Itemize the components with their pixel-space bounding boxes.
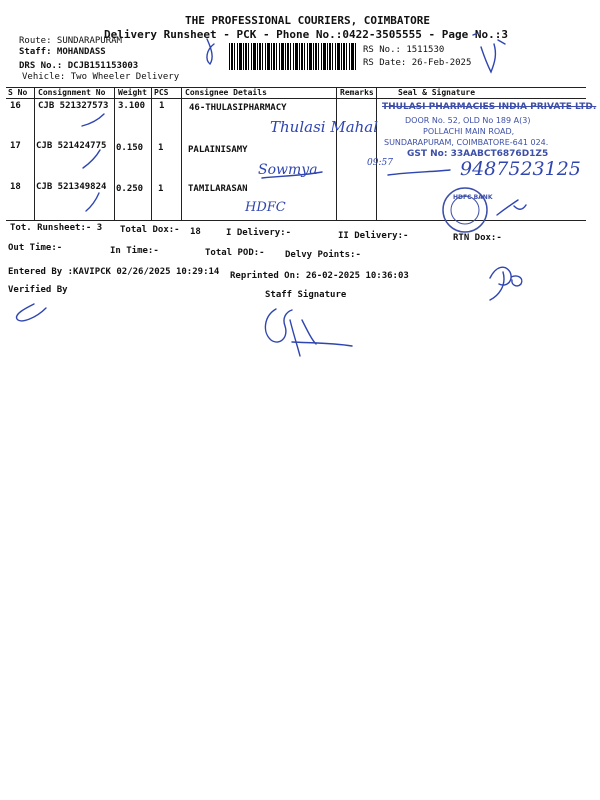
row-sno: 16 bbox=[10, 101, 21, 111]
entered-by: Entered By :KAVIPCK 02/26/2025 10:29:14 bbox=[8, 267, 220, 277]
row-consignment: CJB 521424775 bbox=[36, 141, 107, 151]
signature-row-16: Thulasi Mahal bbox=[270, 118, 379, 136]
row-weight: 0.250 bbox=[116, 184, 144, 194]
runsheet-title: Delivery Runsheet - PCK - Phone No.:0422-3505555 - Page No.:3 bbox=[104, 28, 508, 41]
company-title: THE PROFESSIONAL COURIERS, COIMBATORE bbox=[185, 14, 431, 27]
stamp-door-number: DOOR No. 52, OLD No 189 A(3) bbox=[405, 116, 531, 125]
total-dox-label: Total Dox:- bbox=[120, 225, 180, 235]
total-dox-value: 18 bbox=[190, 227, 201, 237]
in-time: In Time:- bbox=[110, 246, 159, 256]
col-weight: Weight bbox=[118, 88, 147, 97]
total-pod: Total POD:- bbox=[205, 248, 265, 258]
handwritten-time: 09:57 bbox=[367, 158, 393, 168]
row-sno: 17 bbox=[10, 141, 21, 151]
row-pcs: 1 bbox=[158, 143, 164, 153]
drs-number: DRS No.: DCJB151153003 bbox=[19, 61, 139, 71]
row-consignee: 46-THULASIPHARMACY bbox=[189, 103, 287, 113]
signature-row-17: Sowmya bbox=[258, 162, 318, 178]
row-consignee: PALAINISAMY bbox=[188, 145, 248, 155]
col-consignee: Consignee Details bbox=[185, 88, 267, 97]
col-sno: S No bbox=[8, 88, 28, 97]
row-consignee: TAMILARASAN bbox=[188, 184, 248, 194]
i-delivery: I Delivery:- bbox=[226, 228, 292, 238]
staff-signature-label: Staff Signature bbox=[265, 290, 347, 300]
col-seal-signature: Seal & Signature bbox=[398, 88, 476, 97]
row-sno: 18 bbox=[10, 182, 21, 192]
stamp-company-name: THULASI PHARMACIES INDIA PRIVATE LTD. bbox=[382, 102, 597, 112]
ii-delivery: II Delivery:- bbox=[338, 231, 409, 241]
verified-by: Verified By bbox=[8, 285, 68, 295]
rtn-dox: RTN Dox:- bbox=[453, 233, 502, 243]
route-label: Route: SUNDARAPURAM bbox=[19, 36, 122, 46]
rs-date: RS Date: 26-Feb-2025 bbox=[363, 58, 472, 68]
stamp-gst: GST No: 33AABCT6876D1Z5 bbox=[407, 149, 549, 159]
out-time: Out Time:- bbox=[8, 243, 63, 253]
rs-number: RS No.: 1511530 bbox=[363, 45, 445, 55]
stamp-road: POLLACHI MAIN ROAD, bbox=[423, 127, 515, 136]
col-remarks: Remarks bbox=[340, 88, 374, 97]
tot-runsheet: Tot. Runsheet:- 3 bbox=[10, 223, 103, 233]
bank-seal-label: HDFC BANK bbox=[453, 194, 493, 201]
row-consignment: CJB 521349824 bbox=[36, 182, 107, 192]
staff-label: Staff: MOHANDASS bbox=[19, 47, 106, 57]
stamp-city: SUNDARAPURAM, COIMBATORE-641 024. bbox=[384, 138, 549, 147]
row-pcs: 1 bbox=[158, 184, 164, 194]
row-weight: 3.100 bbox=[118, 101, 146, 111]
reprinted-on: Reprinted On: 26-02-2025 10:36:03 bbox=[230, 271, 409, 281]
row-weight: 0.150 bbox=[116, 143, 144, 153]
signature-row-18: HDFC bbox=[245, 200, 286, 215]
col-pcs: PCS bbox=[154, 88, 169, 97]
handwritten-phone: 9487523125 bbox=[460, 158, 581, 180]
col-consignment: Consignment No bbox=[38, 88, 106, 97]
row-pcs: 1 bbox=[159, 101, 165, 111]
delvy-points: Delvy Points:- bbox=[285, 250, 361, 260]
row-consignment: CJB 521327573 bbox=[38, 101, 109, 111]
vehicle-label: Vehicle: Two Wheeler Delivery bbox=[22, 72, 180, 82]
